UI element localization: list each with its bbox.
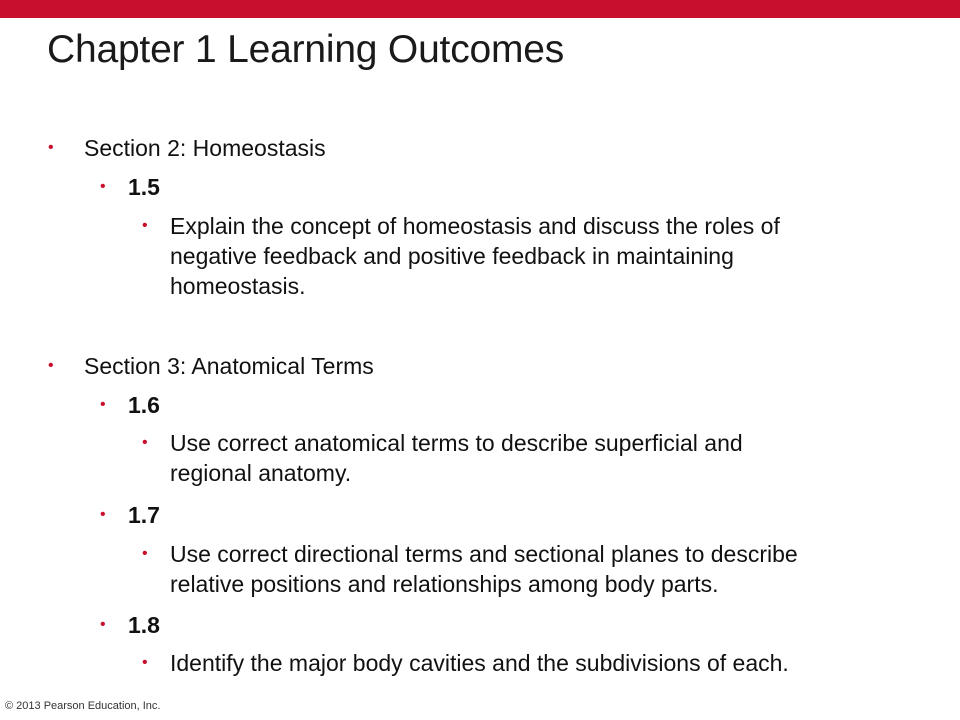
bullet-icon: • — [100, 616, 106, 633]
description-line: Explain the concept of homeostasis and discuss the roles of — [170, 213, 780, 239]
outcome-number-1-6 — [100, 390, 160, 420]
description-line: Use correct anatomical terms to describe superficial and — [170, 430, 743, 456]
outcome-1-8-description — [142, 648, 910, 678]
description-line: negative feedback and positive feedback in maintaining — [170, 243, 734, 269]
description-line: homeostasis. — [170, 273, 306, 299]
bullet-icon: • — [142, 654, 148, 671]
bullet-icon: • — [100, 178, 106, 195]
bullet-icon: • — [142, 434, 148, 451]
bullet-icon: • — [100, 506, 106, 523]
bullet-icon: • — [100, 396, 106, 413]
outcome-number-text: 1.8 — [128, 612, 160, 638]
bullet-icon: • — [142, 545, 148, 562]
outcome-1-6-description — [142, 428, 910, 488]
section-heading-anatomical-terms — [48, 351, 374, 381]
section-heading-text: Section 2: Homeostasis — [84, 135, 326, 161]
section-heading-text: Section 3: Anatomical Terms — [84, 353, 374, 379]
outcome-number-text: 1.6 — [128, 392, 160, 418]
outcome-1-5-description — [142, 211, 910, 301]
description-line: Use correct directional terms and sectional planes to describe — [170, 541, 798, 567]
description-line: Identify the major body cavities and the subdivisions of each. — [170, 650, 789, 676]
description-line: regional anatomy. — [170, 460, 352, 486]
bullet-icon: • — [48, 357, 54, 374]
outcome-number-text: 1.7 — [128, 502, 160, 528]
outcome-1-7-description — [142, 539, 910, 599]
section-heading-homeostasis — [48, 133, 326, 163]
slide-title: Chapter 1 Learning Outcomes — [47, 28, 565, 71]
outcome-number-text: 1.5 — [128, 174, 160, 200]
copyright-footer: © 2013 Pearson Education, Inc. — [5, 700, 161, 712]
outcome-number-1-5 — [100, 172, 160, 202]
bullet-icon: • — [142, 217, 148, 234]
description-line: relative positions and relationships among body parts. — [170, 571, 719, 597]
outcome-number-1-8 — [100, 610, 160, 640]
outcome-number-1-7 — [100, 500, 160, 530]
bullet-icon: • — [48, 139, 54, 156]
